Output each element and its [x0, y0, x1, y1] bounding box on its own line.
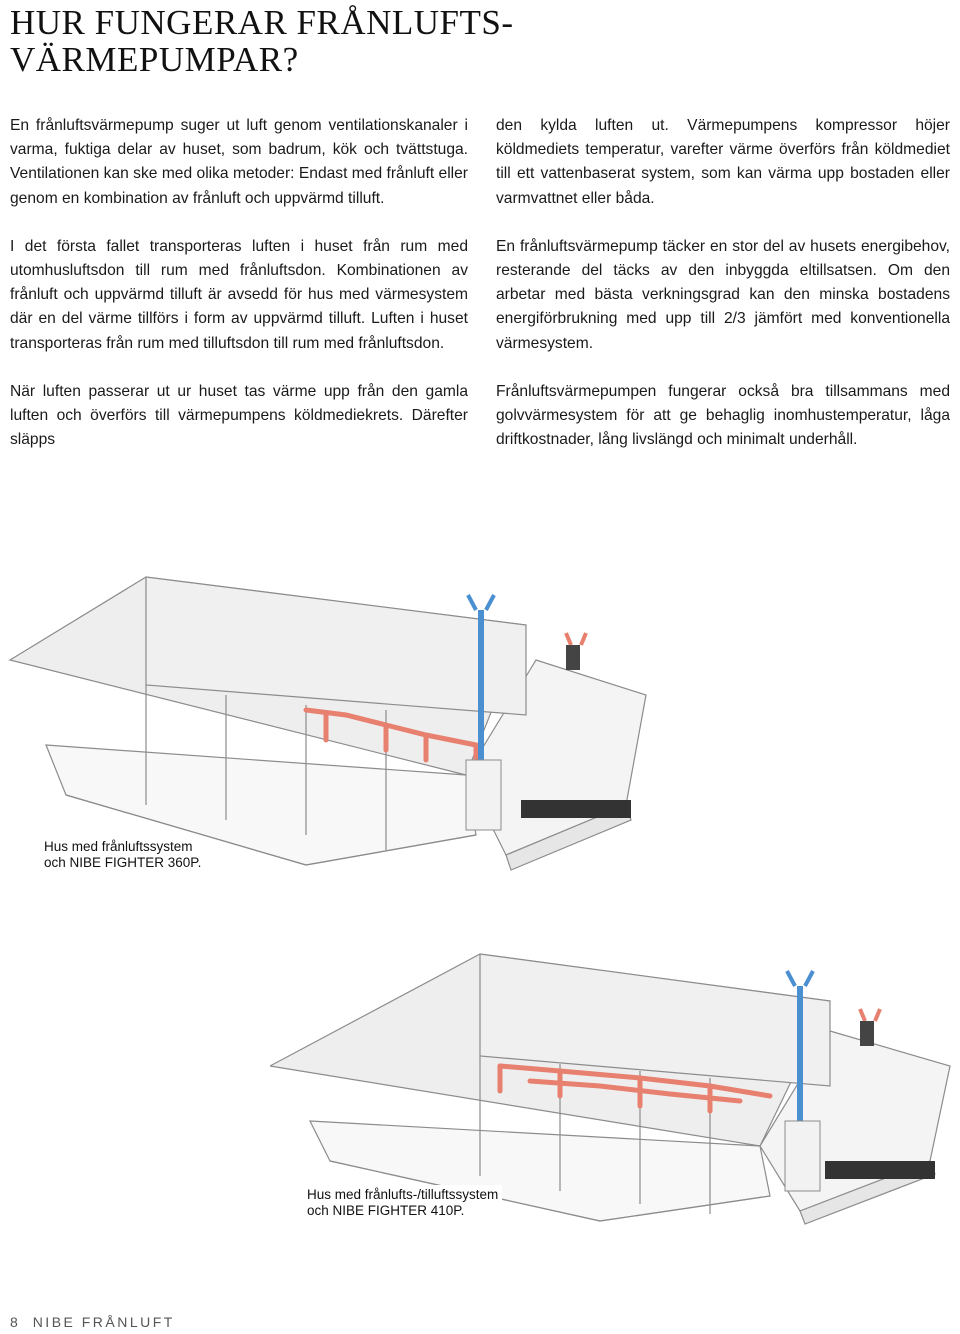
paragraph: den kylda luften ut. Värmepumpens kompressor höjer köldmediets temperatur, varefter värme överförs från köldmediet till ett vattenbaserat system, som kan värma upp bostaden eller varmvattnet eller båda. [496, 117, 950, 207]
page-number: 8 [10, 1314, 21, 1330]
paragraph: En frånluftsvärmepump täcker en stor del av husets energibehov, resterande del täcks av den inbyggda eltillsatsen. Om den arbetar med bästa verkningsgrad kan den minska bostadens energiförbrukning med upp till 2/3 jämfört med konventionella värmesystem. [496, 237, 950, 352]
house-illustration-exhaust-supply [270, 946, 960, 1226]
caption-line: Hus med frånlufts-/tilluftssystem [307, 1187, 499, 1202]
footer-label: NIBE FRÅNLUFT [32, 1314, 175, 1330]
page-title-line-2: VÄRMEPUMPAR? [10, 40, 299, 79]
paragraph: Frånluftsvärmepumpen fungerar också bra tillsammans med golvvärmesystem för att ge behaglig inomhustemperatur, låga driftkostnader, lång livslängd och minimalt underhåll. [496, 382, 950, 449]
caption-line: och NIBE FIGHTER 410P. [307, 1203, 465, 1218]
paragraph: I det första fallet transporteras luften i huset från rum med utomhusluftsdon till rum med frånluftsdon. Kombinationen av frånluft och uppvärmd tilluft är avsedd för hus med värmesystem där en del värme tillförs i form av uppvärmd tilluft. Luften i huset transporteras från rum med tilluftsdon till rum med frånluftsdon. [10, 237, 468, 352]
page-footer [10, 1314, 175, 1330]
figure-caption-1 [40, 837, 205, 873]
right-text-column [496, 114, 950, 476]
figure-caption-2 [303, 1185, 502, 1221]
left-text-column [10, 114, 468, 476]
paragraph: När luften passerar ut ur huset tas värme upp från den gamla luften och överförs till värmepumpens köldmediekrets. Därefter släpps [10, 382, 468, 449]
page-title [10, 4, 570, 78]
page-title-line-1: HUR FUNGERAR FRÅNLUFTS- [10, 3, 514, 42]
caption-line: och NIBE FIGHTER 360P. [44, 855, 202, 870]
caption-line: Hus med frånluftssystem [44, 839, 193, 854]
paragraph: En frånluftsvärmepump suger ut luft genom ventilationskanaler i varma, fuktiga delar av huset, som badrum, kök och tvättstuga. Ventilationen kan ske med olika metoder: Endast med frånluft eller genom en kombination av frånluft och uppvärmd tilluft. [10, 117, 468, 207]
